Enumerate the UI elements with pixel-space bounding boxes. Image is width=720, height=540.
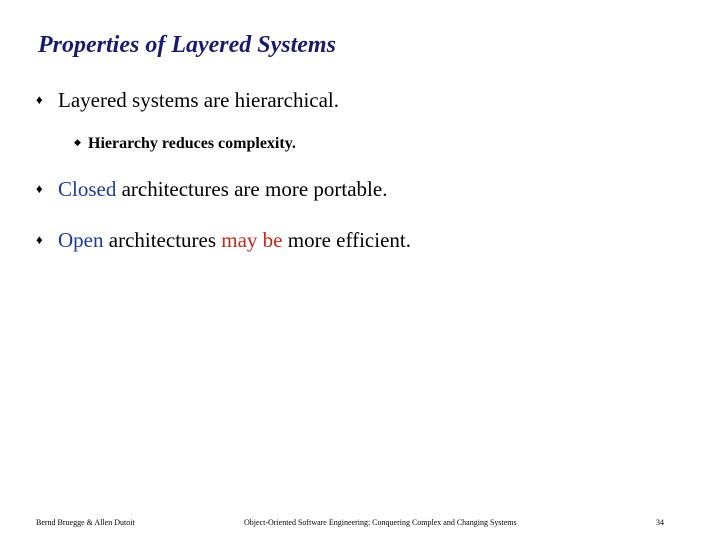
bullet-2-text: architectures are more portable.	[116, 177, 388, 201]
bullet-2	[36, 177, 387, 202]
bullet-3-highlight: Open	[58, 228, 104, 252]
diamond-bullet-icon: ♦	[36, 92, 43, 107]
footer-page-number: 34	[656, 518, 664, 527]
footer-authors: Bernd Bruegge & Allen Dutoit	[36, 518, 135, 527]
small-diamond-bullet-icon: ◆	[74, 137, 81, 147]
sub-bullet-1-text: Hierarchy reduces complexity.	[88, 135, 296, 152]
bullet-3-highlight-2: may be	[221, 228, 283, 252]
bullet-3-text: more efficient.	[282, 228, 411, 252]
diamond-bullet-icon: ♦	[36, 181, 43, 196]
bullet-2-highlight: Closed	[58, 177, 117, 201]
diamond-bullet-icon: ♦	[36, 232, 43, 247]
bullet-1	[36, 88, 339, 113]
bullet-1-text: Layered systems are hierarchical.	[58, 88, 340, 112]
bullet-3-middle: architectures	[103, 228, 222, 252]
slide-title: Properties of Layered Systems	[38, 32, 336, 58]
footer-book-title: Object-Oriented Software Engineering: Conquering Complex and Changing Systems	[244, 518, 517, 527]
sub-bullet-1	[74, 135, 296, 153]
bullet-3	[36, 228, 411, 253]
